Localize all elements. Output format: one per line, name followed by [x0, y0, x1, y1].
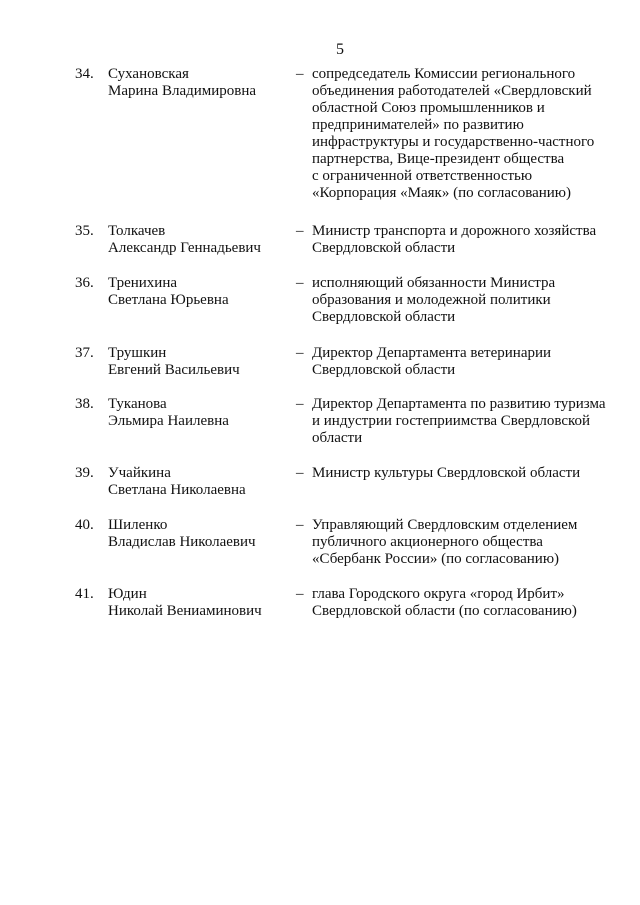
- position-line: исполняющий обязанности Министра: [312, 275, 556, 291]
- position-line: инфраструктуры и государственно-частного: [312, 134, 595, 150]
- item-number: 40.: [75, 517, 94, 533]
- dash: –: [296, 396, 304, 412]
- given-names: Марина Владимировна: [108, 83, 257, 99]
- given-names: Светлана Николаевна: [108, 482, 246, 498]
- person-name: [108, 66, 288, 100]
- position-line: и индустрии гостеприимства Свердловской: [312, 413, 591, 429]
- dash: –: [296, 517, 304, 533]
- surname: Тренихина: [108, 275, 178, 291]
- person-name: [108, 586, 288, 620]
- position-text: [312, 586, 612, 620]
- item-number: 37.: [75, 345, 94, 361]
- item-number: 34.: [75, 66, 94, 82]
- list-item: [0, 465, 640, 517]
- dash: –: [296, 345, 304, 361]
- list-item: [0, 586, 640, 626]
- person-name: [108, 396, 288, 430]
- position-text: [312, 223, 612, 257]
- position-line: Свердловской области: [312, 309, 456, 325]
- position-line: Свердловской области: [312, 362, 456, 378]
- given-names: Евгений Васильевич: [108, 362, 240, 378]
- list-item: [0, 517, 640, 586]
- position-line: партнерства, Вице-президент общества: [312, 151, 565, 167]
- position-line: Свердловской области (по согласованию): [312, 603, 577, 619]
- position-line: глава Городского округа «город Ирбит»: [312, 586, 565, 602]
- surname: Шиленко: [108, 517, 168, 533]
- surname: Юдин: [108, 586, 147, 602]
- list-item: [0, 66, 640, 223]
- item-number: 36.: [75, 275, 94, 291]
- position-line: с ограниченной ответственностью: [312, 168, 533, 184]
- position-text: [312, 517, 612, 568]
- position-line: сопредседатель Комиссии регионального: [312, 66, 576, 82]
- surname: Учайкина: [108, 465, 171, 481]
- dash: –: [296, 465, 304, 481]
- position-line: образования и молодежной политики: [312, 292, 551, 308]
- given-names: Александр Геннадьевич: [108, 240, 261, 256]
- position-line: Директор Департамента ветеринарии: [312, 345, 552, 361]
- item-number: 39.: [75, 465, 94, 481]
- position-line: области: [312, 430, 363, 446]
- surname: Сухановская: [108, 66, 189, 82]
- item-number: 41.: [75, 586, 94, 602]
- dash: –: [296, 66, 304, 82]
- position-line: областной Союз промышленников и: [312, 100, 545, 116]
- position-line: Директор Департамента по развитию туризма: [312, 396, 606, 412]
- position-text: [312, 66, 612, 202]
- given-names: Светлана Юрьевна: [108, 292, 229, 308]
- position-line: Управляющий Свердловским отделением: [312, 517, 578, 533]
- item-number: 38.: [75, 396, 94, 412]
- surname: Туканова: [108, 396, 167, 412]
- position-line: «Сбербанк России» (по согласованию): [312, 551, 560, 567]
- given-names: Владислав Николаевич: [108, 534, 256, 550]
- list-item: [0, 223, 640, 275]
- position-line: Министр транспорта и дорожного хозяйства: [312, 223, 597, 239]
- position-text: [312, 465, 612, 482]
- person-name: [108, 345, 288, 379]
- position-line: предпринимателей» по развитию: [312, 117, 524, 133]
- given-names: Эльмира Наилевна: [108, 413, 229, 429]
- person-name: [108, 517, 288, 551]
- given-names: Николай Вениаминович: [108, 603, 262, 619]
- list-item: [0, 345, 640, 396]
- dash: –: [296, 223, 304, 239]
- person-name: [108, 275, 288, 309]
- members-list: [0, 66, 640, 626]
- position-line: Министр культуры Свердловской области: [312, 465, 581, 481]
- position-line: «Корпорация «Маяк» (по согласованию): [312, 185, 571, 201]
- position-text: [312, 345, 612, 379]
- position-text: [312, 396, 612, 447]
- dash: –: [296, 275, 304, 291]
- position-line: объединения работодателей «Свердловский: [312, 83, 592, 99]
- person-name: [108, 223, 288, 257]
- position-line: публичного акционерного общества: [312, 534, 543, 550]
- list-item: [0, 275, 640, 345]
- page-number: 5: [336, 41, 344, 58]
- dash: –: [296, 586, 304, 602]
- position-line: Свердловской области: [312, 240, 456, 256]
- surname: Толкачев: [108, 223, 166, 239]
- position-text: [312, 275, 612, 326]
- person-name: [108, 465, 288, 499]
- surname: Трушкин: [108, 345, 167, 361]
- item-number: 35.: [75, 223, 94, 239]
- list-item: [0, 396, 640, 465]
